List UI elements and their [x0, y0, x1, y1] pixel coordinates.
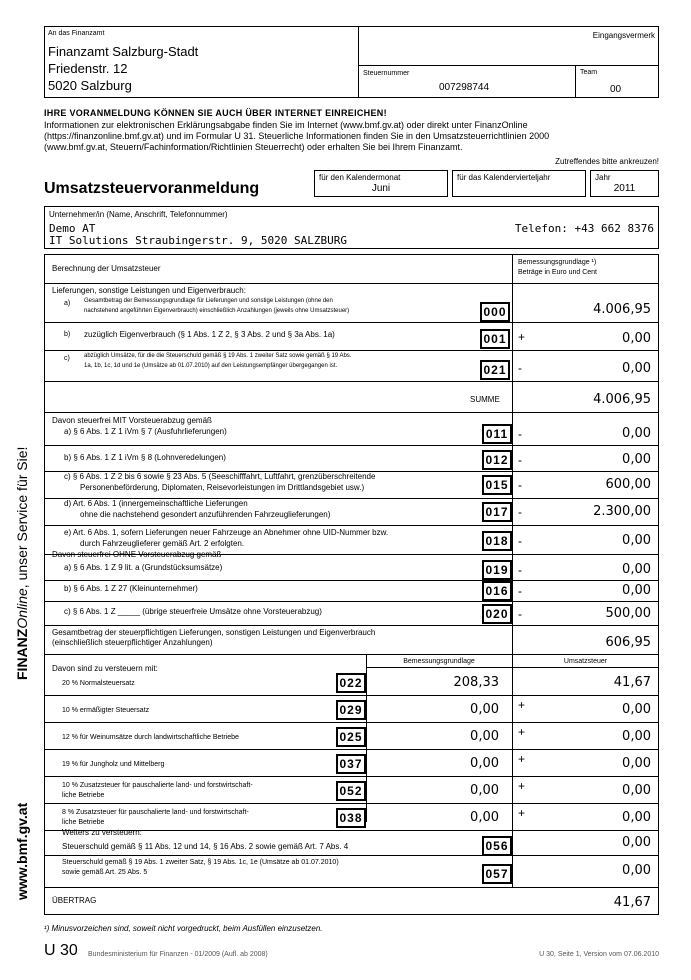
company-name: Demo AT	[49, 222, 96, 235]
weiters-2-text-1: Steuerschuld gemäß § 19 Abs. 1 zweiter Satz, § 19 Abs. 1c, 1e (Umsätze ab 01.07.2010)	[62, 859, 339, 866]
weiters-2-text-2: sowie gemäß Art. 25 Abs. 5	[62, 869, 148, 876]
row-a-value[interactable]: 4.006,95	[593, 302, 651, 317]
uebertrag-value[interactable]: 41,67	[613, 895, 651, 910]
kennzahl-052: 052	[336, 781, 366, 801]
kalendervierteljahr-box[interactable]	[452, 170, 586, 197]
eingangsvermerk-box	[358, 26, 659, 66]
kennzahl-057: 057	[482, 864, 512, 884]
kennzahl-019: 019	[482, 560, 512, 580]
jahr-label: Jahr	[595, 173, 611, 182]
jahr-value: 2011	[613, 183, 636, 194]
jahr-box[interactable]	[590, 170, 659, 197]
row-a-text-1: Gesamtbetrag der Bemessungsgrundlage für Lieferungen und sonstige Leistungen (ohne den	[84, 298, 333, 304]
uebertrag-label: ÜBERTRAG	[52, 896, 97, 905]
company-label: Unternehmer/in (Name, Anschrift, Telefonnummer)	[49, 210, 228, 219]
kennzahl-021: 021	[480, 360, 510, 380]
team-value: 00	[610, 84, 622, 95]
footnote: ¹) Minusvorzeichen sind, soweit nicht vorgedruckt, beim Ausfüllen einzusetzen.	[44, 924, 323, 933]
kalendermonat-label: für den Kalendermonat	[319, 173, 401, 182]
kennzahl-038: 038	[336, 808, 366, 828]
page-info: U 30, Seite 1, Version vom 07.06.2010	[539, 951, 659, 958]
kennzahl-025: 025	[336, 727, 366, 747]
summe-label: SUMME	[470, 395, 500, 404]
bmg-header-2: Beträge in Euro und Cent	[518, 269, 597, 276]
kennzahl-011: 011	[482, 424, 512, 444]
ministry-text: Bundesministerium für Finanzen - 01/2009 (Aufl. ab 2008)	[88, 951, 268, 958]
gesamt-text-2: (einschließlich steuerpflichtiger Anzahlungen)	[52, 638, 213, 647]
lieferungen-label: Lieferungen, sonstige Leistungen und Eigenverbrauch:	[52, 286, 246, 295]
kalendervierteljahr-label: für das Kalendervierteljahr	[457, 173, 551, 182]
row-a-text-2: nachstehend angeführten Eigenverbrauch) einschließlich Anzahlungen (jeweils ohne Umsatzsteuer)	[84, 308, 350, 314]
kennzahl-000: 000	[480, 302, 510, 322]
kennzahl-015: 015	[482, 475, 512, 495]
kennzahl-016: 016	[482, 581, 512, 601]
row-c-text-1: abzüglich Umsätze, für die die Steuerschuld gemäß § 19 Abs. 1 zweiter Satz sowie gemäß § 19 Abs.	[84, 353, 352, 359]
company-phone: Telefon: +43 662 8376	[514, 222, 654, 235]
mit-vst-label: Davon steuerfrei MIT Vorsteuerabzug gemäß	[52, 416, 212, 425]
calc-section-label: Berechnung der Umsatzsteuer	[52, 264, 161, 273]
finanzamt-label: An das Finanzamt	[48, 30, 105, 37]
kennzahl-001: 001	[480, 329, 510, 349]
row-c-value[interactable]: 0,00	[622, 361, 651, 376]
info-line3: (www.bmf.gv.at, Steuern/Fachinformation/Richtlinien Steuerrecht) oder erhalten Sie bei Ihrem Finanzamt.	[44, 142, 463, 152]
team-label: Team	[580, 69, 598, 76]
value-column-divider	[512, 254, 513, 654]
tax-col-ust: Umsatzsteuer	[563, 658, 608, 665]
davon-label: Davon sind zu versteuern mit:	[52, 664, 158, 673]
steuernummer-box[interactable]	[358, 65, 576, 98]
weiters-label: Weiters zu versteuern:	[62, 828, 142, 837]
finanzamt-city: 5020 Salzburg	[48, 78, 132, 93]
sidebar-website[interactable]: www.bmf.gv.at	[14, 802, 30, 900]
company-address: IT Solutions Straubingerstr. 9, 5020 SALZBURG	[49, 234, 348, 247]
summe-value[interactable]: 4.006,95	[593, 392, 651, 407]
gesamt-value[interactable]: 606,95	[605, 635, 651, 650]
eingangsvermerk-label: Eingangsvermerk	[592, 31, 655, 40]
weiters-2-value[interactable]: 0,00	[622, 863, 651, 878]
kennzahl-012: 012	[482, 450, 512, 470]
info-line1: Informationen zur elektronischen Erklärungsabgabe finden Sie im Internet (www.bmf.gv.at) oder direkt unter FinanzOnline	[44, 120, 528, 130]
row-c-text-2: 1a, 1b, 1c, 1d und 1e (Umsätze ab 01.07.2010) auf den Leistungsempfänger übergegangen ist.	[84, 363, 338, 369]
weiters-1-text: Steuerschuld gemäß § 11 Abs. 12 und 14, § 16 Abs. 2 sowie gemäß Art. 7 Abs. 4	[62, 842, 349, 851]
form-id: U 30	[44, 942, 78, 959]
kalendermonat-value: Juni	[371, 183, 391, 194]
kennzahl-037: 037	[336, 754, 366, 774]
steuernummer-value: 007298744	[439, 82, 490, 93]
kennzahl-022: 022	[336, 673, 366, 693]
sidebar-finanzonline-text: FINANZOnline, unser Service für Sie!	[14, 446, 30, 680]
tax-col-bmg: Bemessungsgrundlage	[403, 658, 475, 665]
kennzahl-056: 056	[482, 836, 512, 856]
weiters-1-value[interactable]: 0,00	[622, 835, 651, 850]
ohne-vst-label: Davon steuerfrei OHNE Vorsteuerabzug gemäß	[52, 550, 222, 559]
company-box	[44, 206, 659, 249]
finanzamt-street: Friedenstr. 12	[48, 61, 128, 76]
gesamt-text-1: Gesamtbetrag der steuerpflichtigen Lieferungen, sonstigen Leistungen und Eigenverbrauch	[52, 628, 376, 637]
kennzahl-018: 018	[482, 531, 512, 551]
row-b-value[interactable]: 0,00	[622, 331, 651, 346]
bmg-header-1: Bemessungsgrundlage ¹)	[518, 259, 597, 266]
info-line2: (https://finanzonline.bmf.gv.at) und im Formular U 31. Steuerliche Informationen finden Sie in den Umsatzsteuerrichtlinien 2000	[44, 131, 550, 141]
kalendermonat-box[interactable]	[314, 170, 448, 197]
info-heading: IHRE VORANMELDUNG KÖNNEN SIE AUCH ÜBER INTERNET EINREICHEN!	[44, 108, 387, 118]
team-box[interactable]	[575, 65, 659, 98]
kennzahl-020: 020	[482, 604, 512, 624]
steuernummer-label: Steuernummer	[363, 70, 410, 77]
finanzamt-box	[44, 26, 359, 98]
finanzamt-name: Finanzamt Salzburg-Stadt	[48, 44, 199, 59]
ankreuzen-note: Zutreffendes bitte ankreuzen!	[555, 157, 659, 166]
row-b-text: zuzüglich Eigenverbrauch (§ 1 Abs. 1 Z 2, § 3 Abs. 2 und § 3a Abs. 1a)	[84, 330, 335, 339]
page-title: Umsatzsteuervoranmeldung	[44, 180, 260, 197]
kennzahl-029: 029	[336, 700, 366, 720]
kennzahl-017: 017	[482, 502, 512, 522]
